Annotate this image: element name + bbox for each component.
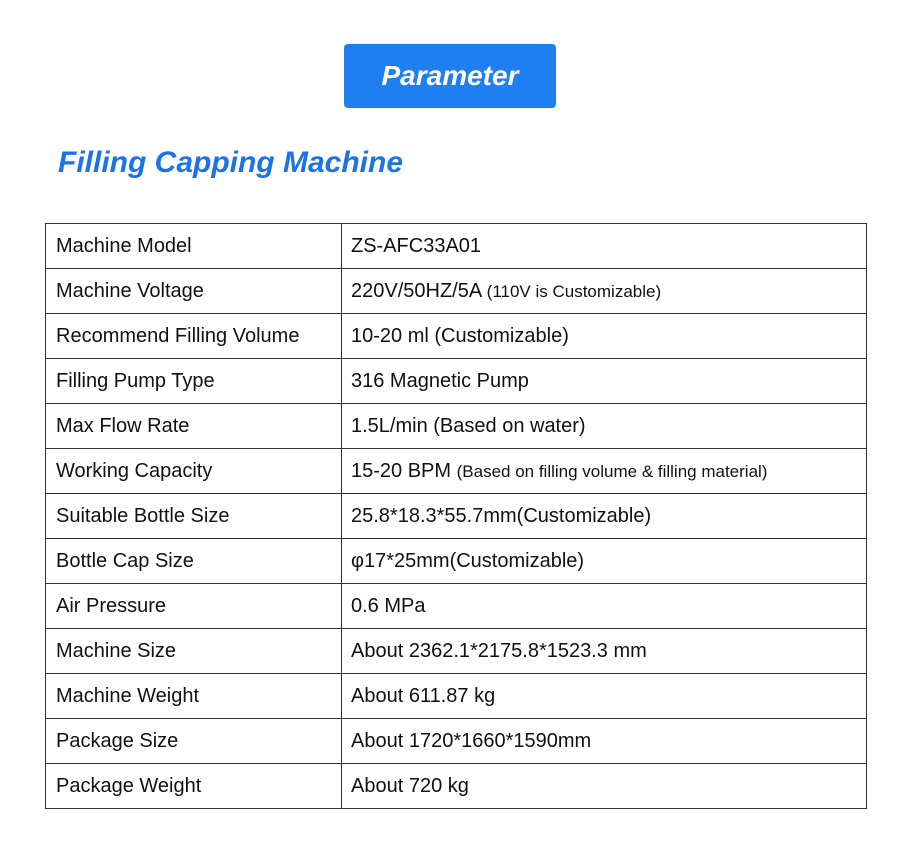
row-label: Machine Weight (46, 674, 342, 719)
row-label: Air Pressure (46, 584, 342, 629)
row-value (342, 449, 867, 494)
row-value (342, 269, 867, 314)
row-label: Package Size (46, 719, 342, 764)
table-row (46, 584, 867, 629)
row-label: Machine Model (46, 224, 342, 269)
row-value-text: About 720 kg (351, 774, 469, 797)
row-value-note: (Based on filling volume & filling material) (456, 461, 768, 481)
row-label: Max Flow Rate (46, 404, 342, 449)
row-value (342, 539, 867, 584)
row-label: Machine Voltage (46, 269, 342, 314)
spec-table (45, 223, 867, 809)
row-label: Filling Pump Type (46, 359, 342, 404)
row-value-text: About 1720*1660*1590mm (351, 729, 592, 752)
page-title: Filling Capping Machine (58, 146, 403, 179)
row-value-text: ZS-AFC33A01 (351, 234, 482, 257)
row-label: Machine Size (46, 629, 342, 674)
row-value-text: φ17*25mm(Customizable) (351, 549, 585, 572)
table-row (46, 359, 867, 404)
row-value-text: About 611.87 kg (351, 684, 496, 707)
row-value (342, 584, 867, 629)
row-value-text: 25.8*18.3*55.7mm(Customizable) (351, 504, 652, 527)
row-value (342, 359, 867, 404)
row-value (342, 764, 867, 809)
row-value-note: (110V is Customizable) (486, 281, 662, 301)
row-label: Recommend Filling Volume (46, 314, 342, 359)
table-row (46, 224, 867, 269)
table-row (46, 629, 867, 674)
row-value (342, 674, 867, 719)
table-row (46, 539, 867, 584)
table-row (46, 404, 867, 449)
row-label: Suitable Bottle Size (46, 494, 342, 539)
table-row (46, 764, 867, 809)
row-label: Working Capacity (46, 449, 342, 494)
table-row (46, 494, 867, 539)
row-value (342, 629, 867, 674)
row-value-text: 0.6 MPa (351, 594, 426, 617)
table-row (46, 269, 867, 314)
row-value-text: 10-20 ml (Customizable) (351, 324, 569, 347)
table-row (46, 449, 867, 494)
table-row (46, 314, 867, 359)
table-row (46, 719, 867, 764)
row-label: Bottle Cap Size (46, 539, 342, 584)
row-value (342, 404, 867, 449)
row-value (342, 494, 867, 539)
row-value-text: 15-20 BPM (351, 459, 457, 482)
row-value (342, 719, 867, 764)
row-value-text: 316 Magnetic Pump (351, 369, 529, 392)
table-row (46, 674, 867, 719)
row-label: Package Weight (46, 764, 342, 809)
parameter-badge-label: Parameter (381, 60, 519, 91)
row-value (342, 314, 867, 359)
row-value-text: 220V/50HZ/5A (351, 279, 487, 302)
row-value (342, 224, 867, 269)
parameter-badge (344, 44, 556, 108)
row-value-text: 1.5L/min (Based on water) (351, 414, 586, 437)
row-value-text: About 2362.1*2175.8*1523.3 mm (351, 639, 647, 662)
